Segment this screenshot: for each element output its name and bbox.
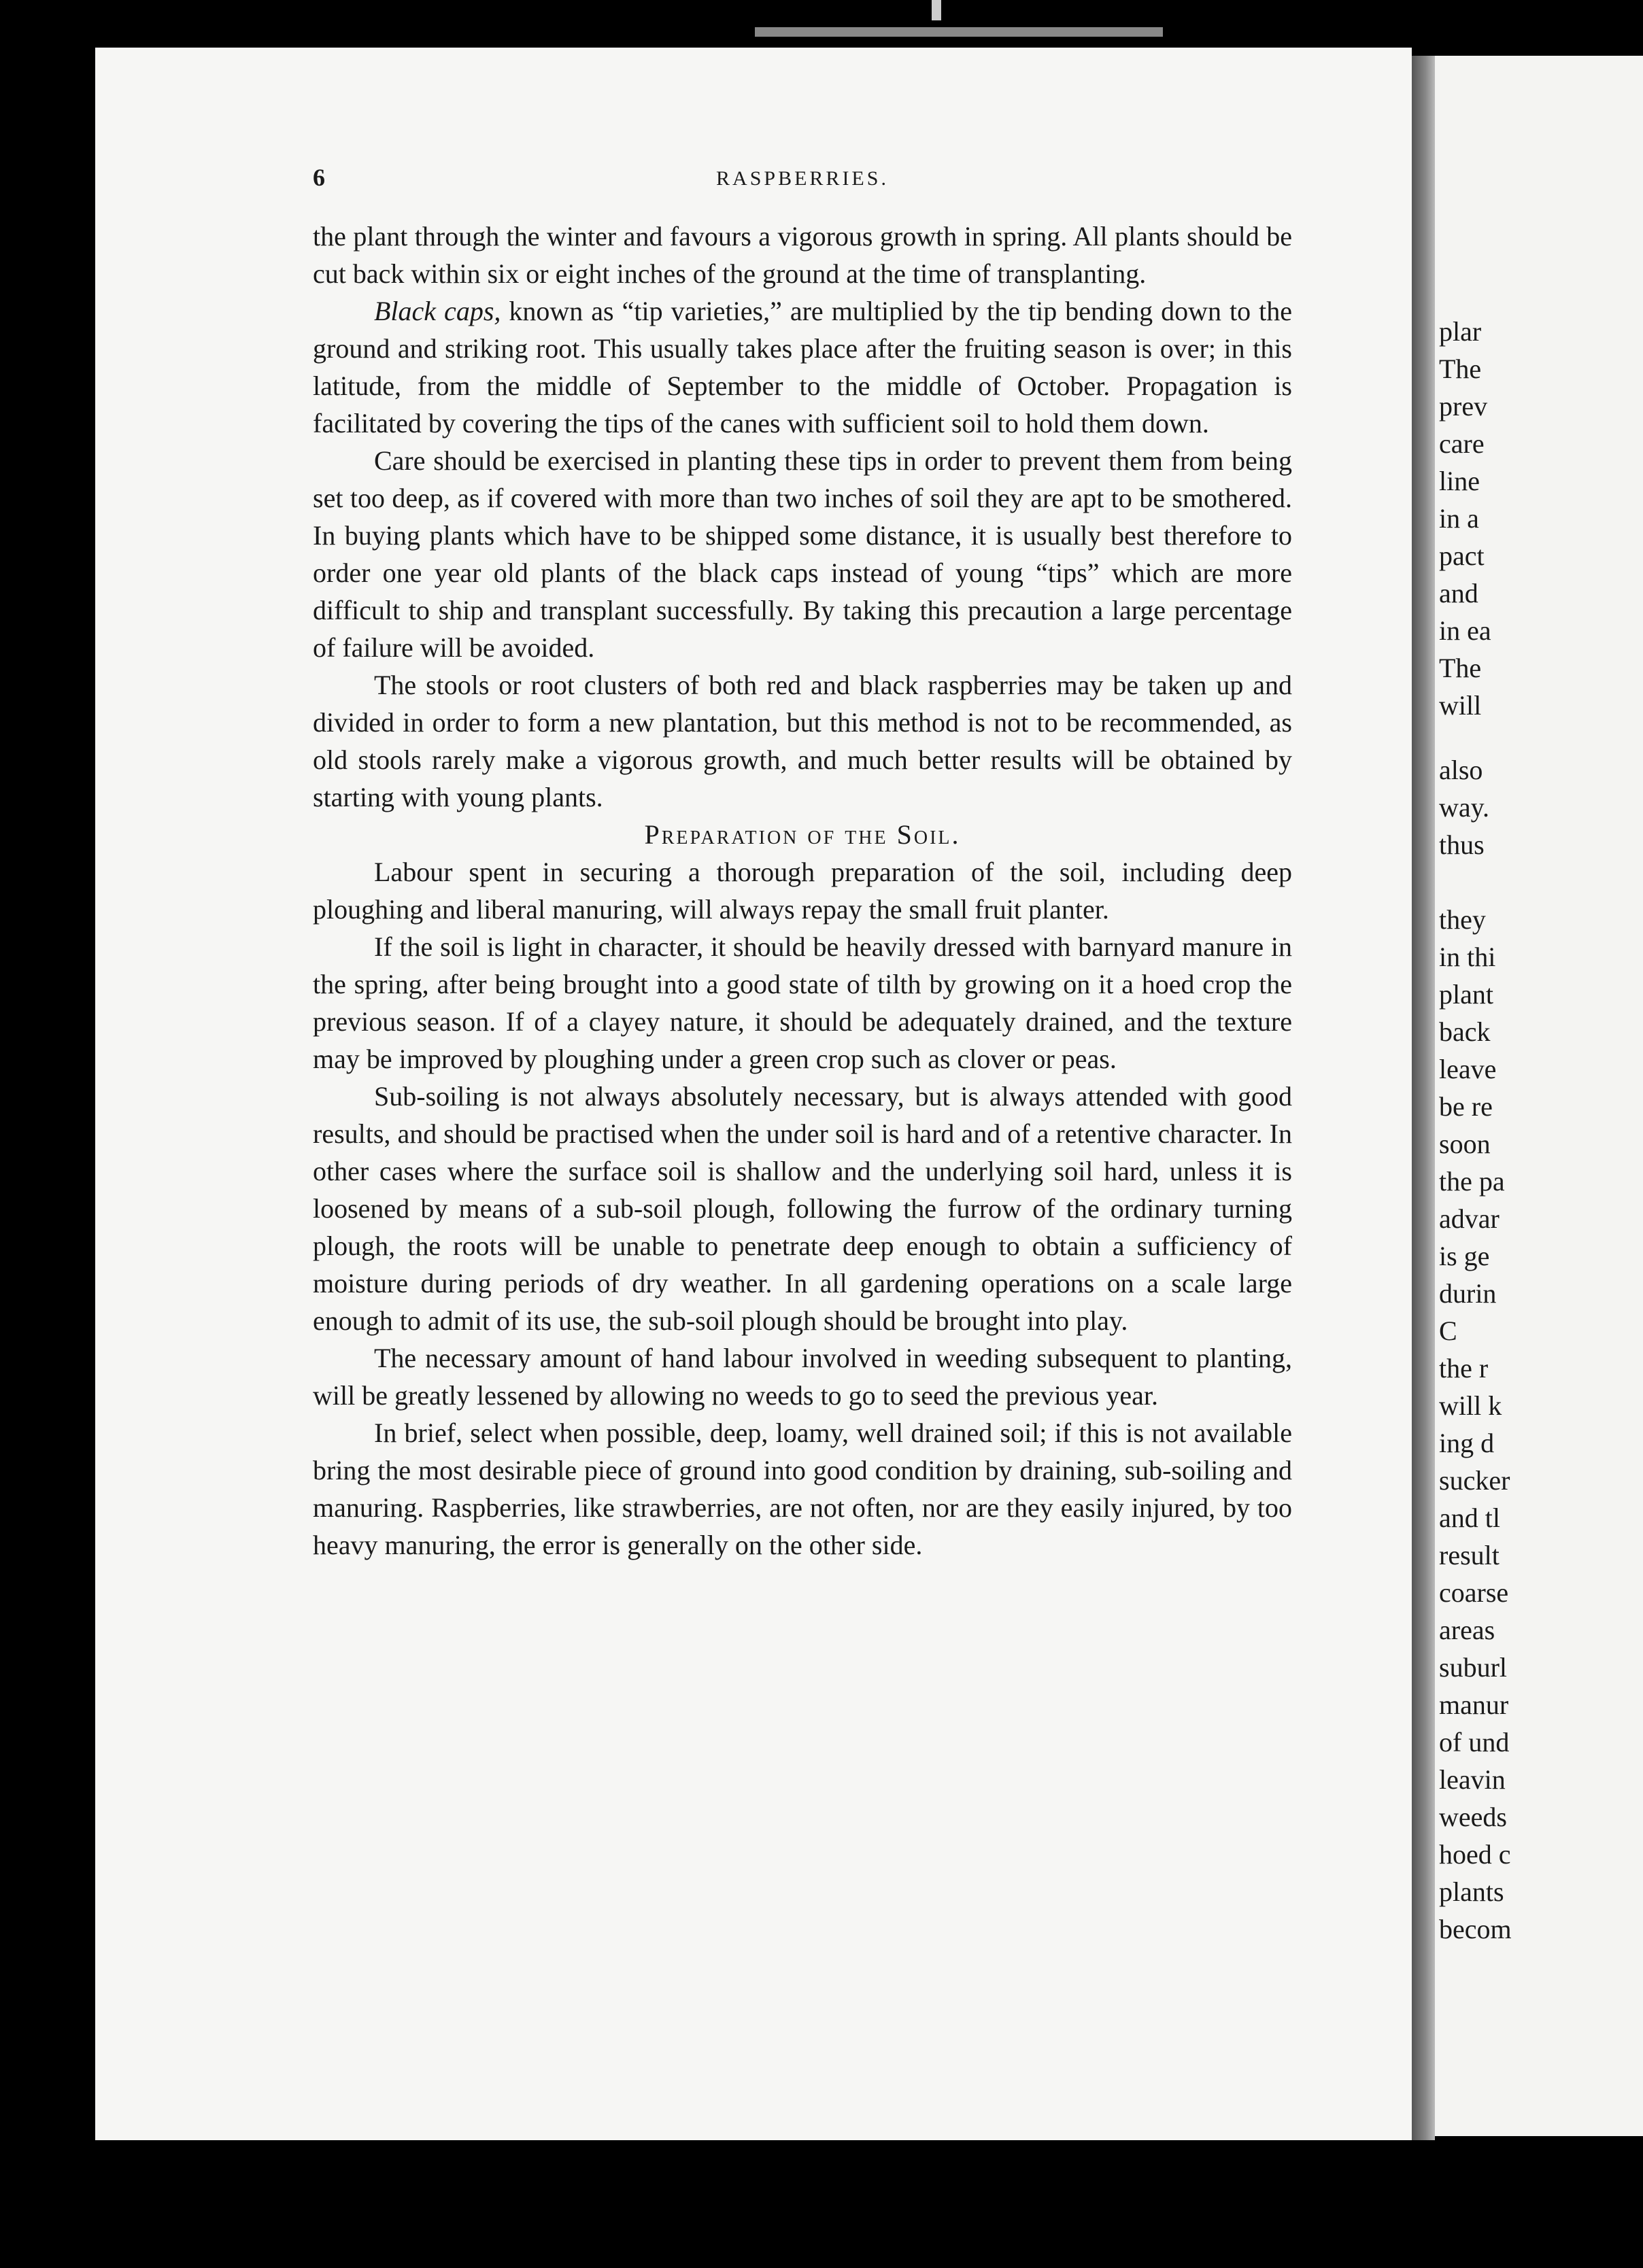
facing-page-line: soon	[1439, 1129, 1491, 1159]
facing-page-line: is ge	[1439, 1241, 1490, 1271]
facing-page-line: also	[1439, 755, 1483, 785]
facing-page-line: pact	[1439, 540, 1485, 571]
facing-page-line: becom	[1439, 1914, 1512, 1944]
facing-page-line: they	[1439, 904, 1486, 935]
facing-page-line: in a	[1439, 503, 1479, 534]
facing-page-line: line	[1439, 466, 1480, 496]
section-heading: Preparation of the Soil.	[644, 819, 961, 850]
paragraph: The stools or root clusters of both red and black raspberries may be taken up and divided in order to form a new plantation, but this method is not to be recommended, as old stools rarely make a vigorous growth, and much better results will be obtained by starting with young plants.	[313, 670, 1292, 812]
facing-page-line: result	[1439, 1540, 1500, 1570]
facing-page-line: areas	[1439, 1615, 1495, 1645]
facing-page-line: care	[1439, 428, 1485, 459]
facing-page-line: durin	[1439, 1278, 1497, 1309]
facing-page-line: and tl	[1439, 1502, 1500, 1533]
facing-page-line: will	[1439, 690, 1482, 721]
facing-page-line: advar	[1439, 1203, 1500, 1234]
paragraph: If the soil is light in character, it should be heavily dressed with barnyard manure in the spring, after being brought into a good state of tilth by growing on it a hoed crop the previous season. If of a clayey nature, it should be adequately drained, and the texture may be improved by ploughing under a green crop such as clover or peas.	[313, 931, 1292, 1074]
book-spine	[1412, 56, 1435, 2140]
facing-page-line: manur	[1439, 1689, 1509, 1720]
facing-page-line: thus	[1439, 829, 1485, 860]
paragraph: Labour spent in securing a thorough preparation of the soil, including deep ploughing and liberal manuring, will always repay the small fruit planter.	[313, 857, 1292, 925]
top-notch	[932, 0, 941, 20]
facing-page-line: of und	[1439, 1727, 1510, 1757]
facing-page-line: plar	[1439, 316, 1482, 347]
page-header	[313, 163, 1292, 204]
facing-page-line: leavin	[1439, 1764, 1506, 1795]
paragraph: In brief, select when possible, deep, loamy, well drained soil; if this is not available bring the most desirable piece of ground into good condition by draining, sub-soiling and manuring. Raspberries, like strawberries, are not often, nor are they easily injured, by too heavy manuring, the error is generally on the other side.	[313, 1418, 1292, 1560]
paragraph: The necessary amount of hand labour involved in weeding subsequent to planting, will be greatly lessened by allowing no weeds to go to seed the previous year.	[313, 1343, 1292, 1411]
italic-term: Black caps,	[374, 296, 501, 326]
paragraph: Sub-soiling is not always absolutely necessary, but is always attended with good results, and should be practised when the under soil is hard and of a retentive character. In other cases where the surface soil is shallow and the underlying soil hard, unless it is loosened by means of a sub-soil plough, following the furrow of the ordinary turning plough, the roots will be unable to penetrate deep enough to obtain a sufficiency of moisture during periods of dry weather. In all gardening operations on a scale large enough to admit of its use, the sub-soil plough should be brought into play.	[313, 1081, 1292, 1336]
facing-page-line: be re	[1439, 1091, 1493, 1122]
page-number: 6	[313, 164, 325, 191]
paragraph: Care should be exercised in planting these tips in order to prevent them from being set too deep, as if covered with more than two inches of soil they are apt to be smothered. In buying plants which have to be shipped some distance, it is usually best therefore to order one year old plants of the black caps instead of young “tips” which are more difficult to ship and transplant successfully. By taking this precaution a large percentage of failure will be avoided.	[313, 445, 1292, 663]
facing-page-line: hoed c	[1439, 1839, 1511, 1870]
facing-page-line: the r	[1439, 1353, 1489, 1384]
top-scan-mark	[755, 27, 1163, 37]
facing-page-line: will k	[1439, 1390, 1502, 1421]
facing-page-line: suburl	[1439, 1652, 1507, 1683]
facing-page-line: The	[1439, 354, 1482, 384]
facing-page-line: C	[1439, 1316, 1457, 1346]
facing-page-line: back	[1439, 1016, 1491, 1047]
paragraph: the plant through the winter and favours a vigorous growth in spring. All plants should be cut back within six or eight inches of the ground at the time of transplanting.	[313, 221, 1292, 289]
facing-page-line: coarse	[1439, 1577, 1509, 1608]
facing-page-line: weeds	[1439, 1802, 1507, 1832]
facing-page-line: in ea	[1439, 615, 1491, 646]
facing-page-line: and	[1439, 578, 1478, 608]
running-title: RASPBERRIES.	[716, 167, 889, 190]
facing-page-line: sucker	[1439, 1465, 1510, 1496]
paragraph	[313, 292, 1292, 442]
facing-page-line: The	[1439, 653, 1482, 683]
facing-page-line: way.	[1439, 792, 1490, 823]
facing-page-line: leave	[1439, 1054, 1497, 1084]
paragraph-text: known as “tip varieties,” are multiplied by the tip bending down to the ground and striking root. This usually takes place after the fruiting season is over; in this latitude, from the middle of September to the middle of October. Propagation is facilitated by covering the tips of the canes with sufficient soil to hold them down.	[313, 296, 1292, 439]
facing-page-line: prev	[1439, 391, 1488, 422]
page-body	[313, 218, 1292, 1564]
facing-page-line: in thi	[1439, 942, 1496, 972]
facing-page-line: the pa	[1439, 1166, 1505, 1197]
facing-page-line: plant	[1439, 979, 1493, 1010]
facing-page-line: plants	[1439, 1876, 1504, 1907]
facing-page-line: ing d	[1439, 1428, 1495, 1458]
